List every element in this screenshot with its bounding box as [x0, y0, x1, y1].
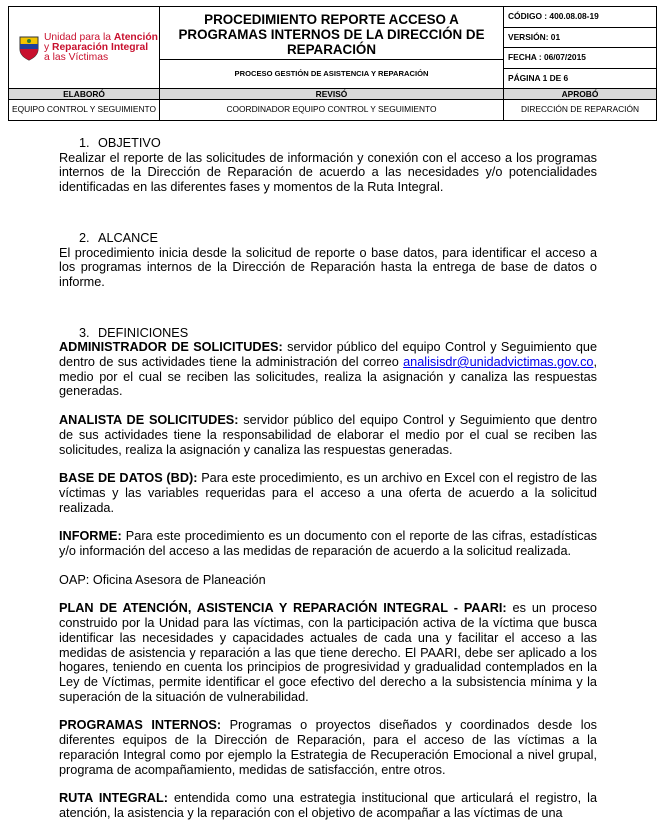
colombia-seal-icon: [18, 35, 40, 61]
definition-paari: PLAN DE ATENCIÓN, ASISTENCIA Y REPARACIÓN INTEGRAL - PAARI: es un proceso construido por la Unidad para las víctimas, con la participación activa de la víctima que busca identificar las necesidades y capacidades actuales de cada una y facilitar el acceso a las medidas de asistencia y reparación a las que tiene derecho. El PAARI, debe ser aplicado a los hogares, teniendo en cuenta los principios de progresividad y gradualidad contemplados en la Ley de Víctimas, permite identificar el goce efectivo del derecho a la subsistencia mínima y la superación de la situación de vulnerabilidad.: [59, 601, 597, 704]
definition-base-datos: BASE DE DATOS (BD): Para este procedimiento, es un archivo en Excel con el registro de las víctimas y las variables requeridas para el acceso a una oferta de acuerdo a la solicitud realizada.: [59, 471, 598, 515]
email-link[interactable]: analisisdr@unidadvictimas.gov.co: [403, 355, 594, 370]
role-elaboro: ELABORÓ: [9, 89, 160, 100]
definition-programas-internos: PROGRAMAS INTERNOS: Programas o proyectos diseñados y coordinados desde los diferentes equipos de la Dirección de Reparación, para el acceso de las víctimas a la reparación Integral como por ejemplo la Estrategia de Recuperación Emocional a nivel grupal, programa de acompañamiento, medidas de satisfacción, entre otros.: [59, 718, 597, 777]
definition-informe: INFORME: Para este procedimiento es un documento con el reporte de las cifras, estadísticas y/o información del acceso a las medidas de reparación de acuerdo a la solicitud realizada.: [59, 529, 597, 559]
document-date: FECHA : 06/07/2015: [504, 48, 656, 69]
document-title: PROCEDIMIENTO REPORTE ACCESO A PROGRAMAS INTERNOS DE LA DIRECCIÓN DE REPARACIÓN: [178, 11, 485, 57]
document-version: VERSIÓN: 01: [504, 28, 656, 49]
name-reviso: COORDINADOR EQUIPO CONTROL Y SEGUIMIENTO: [160, 100, 504, 121]
document-code: CÓDIGO : 400.08.08-19: [504, 7, 656, 28]
section-objetivo-text: Realizar el reporte de las solicitudes de información y conexión con el acceso a los programas internos de la Dirección de Reparación de acuerdo a las necesidades y/o potencialidades identificadas en las diferentes fases y momentos de la Ruta Integral.: [59, 150, 597, 195]
logo-text: Unidad para la Atención y Reparación Integral a las Víctimas: [44, 31, 158, 63]
definition-oap: OAP: Oficina Asesora de Planeación: [59, 572, 266, 587]
definition-analista: ANALISTA DE SOLICITUDES: servidor público del equipo Control y Seguimiento que dentro de sus actividades tiene la responsabilidad de elaborar el medio por el cual se reciben las solicitudes, realiza la asignación y canaliza las respuestas generadas.: [59, 413, 597, 457]
section-definiciones-title: 3. DEFINICIONES: [79, 325, 189, 340]
definition-administrador: ADMINISTRADOR DE SOLICITUDES: servidor público del equipo Control y Seguimiento que dentro de sus actividades tiene la administración del correo analisisdr@unidadvictimas.gov.co, medio por el cual se reciben las solicitudes, realiza la asignación y canaliza las respuestas generadas.: [59, 340, 598, 399]
definition-ruta-integral: RUTA INTEGRAL: entendida como una estrategia institucional que articulará el registro, la atención, la asistencia y la reparación con el objetivo de acompañar a las víctimas de una: [59, 791, 598, 820]
process-name: PROCESO GESTIÓN DE ASISTENCIA Y REPARACIÓN: [160, 59, 503, 88]
document-header: [8, 6, 657, 121]
role-aprobo: APROBÓ: [504, 89, 657, 100]
role-reviso: REVISÓ: [160, 89, 504, 100]
unidad-victimas-logo: [9, 33, 159, 63]
section-alcance-title: 2. ALCANCE: [79, 230, 158, 245]
title-cell: [160, 7, 504, 89]
meta-cell: [504, 7, 657, 89]
name-elaboro: EQUIPO CONTROL Y SEGUIMIENTO: [9, 100, 160, 121]
document-body: [59, 136, 597, 821]
logo-cell: [9, 7, 160, 89]
section-alcance-text: El procedimiento inicia desde la solicitud de reporte o base datos, para identificar el acceso a los programas internos de la Dirección de Reparación hasta la entrega de base de datos o informe.: [59, 245, 597, 289]
page-number: PÁGINA 1 DE 6: [508, 72, 569, 83]
section-objetivo-title: 1. OBJETIVO: [79, 136, 161, 150]
name-aprobo: DIRECCIÓN DE REPARACIÓN: [504, 100, 657, 121]
